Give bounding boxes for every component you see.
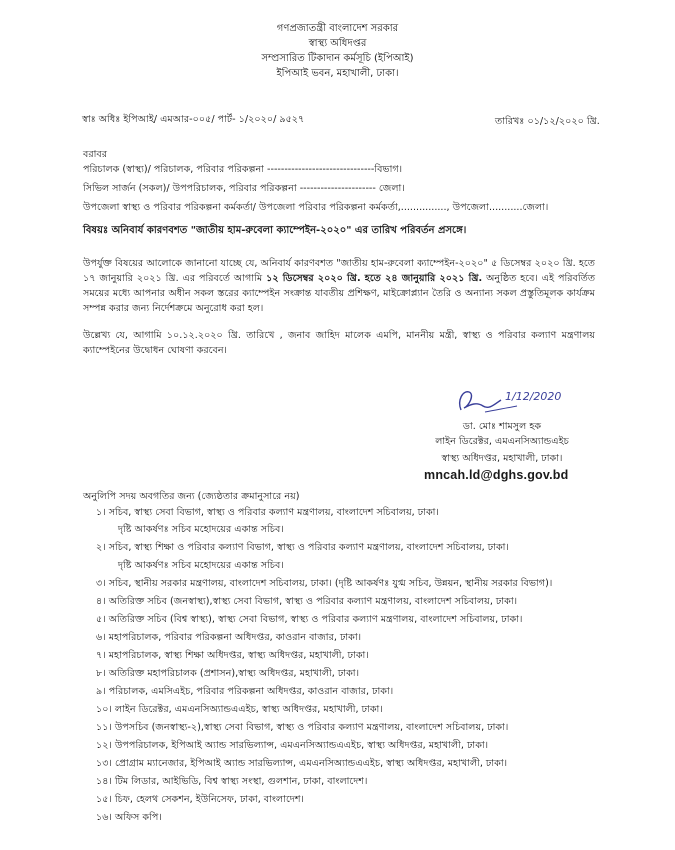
- header-programme: সম্প্রসারিত টিকাদান কর্মসূচি (ইপিআই): [261, 53, 414, 64]
- header-directorate: স্বাস্থ্য অধিদপ্তর: [308, 38, 367, 49]
- cc-item: ১৬। অফিস কপি।: [96, 812, 162, 823]
- memo-reference: স্বাঃ অধিঃ ইপিআই/ এমআর-০০৫/ পার্ট- ১/২০২০/ ৯৫২৭: [82, 114, 305, 125]
- cc-item: ১০। লাইন ডিরেক্টর, এমএনসিঅ্যান্ডএএইচ, স্বাস্থ্য অধিদপ্তর, মহাখালী, ঢাকা।: [96, 704, 383, 715]
- cc-item: ১৪। টিম লিডার, আইভিডি, বিশ্ব স্বাস্থ্য সংস্থা, গুলশান, ঢাকা, বাংলাদেশ।: [96, 776, 368, 787]
- memo-date: তারিখঃ ০১/১২/২০২০ খ্রি.: [495, 116, 600, 127]
- body-p1-end: অনুষ্ঠিত হবে। এই পরিবর্তিত সময়ের মধ্যে আপনার অধীন সকল স্তরের ক্যাম্পেইন সংক্রান্ত যাবতীয় প্রশিক্ষণ, মাইক্রোপ্ল্যান তৈরি ও অন্যান্য সকল প্রস্তুতিমূলক কার্যক্রম সম্পন্ন করার জন্য নির্দেশক্রমে অনুরোধ করা হল।: [83, 273, 596, 314]
- cc-item: ১। সচিব, স্বাস্থ্য সেবা বিভাগ, স্বাস্থ্য ও পরিবার কল্যাণ মন্ত্রণালয়, বাংলাদেশ সচিবালয়, ঢাকা।: [96, 507, 439, 518]
- cc-item: ২। সচিব, স্বাস্থ্য শিক্ষা ও পরিবার কল্যাণ বিভাগ, স্বাস্থ্য ও পরিবার কল্যাণ মন্ত্রণালয়, বাংলাদেশ সচিবালয়, ঢাকা।: [96, 542, 509, 553]
- handwritten-date: 1/12/2020: [505, 390, 562, 403]
- cc-attention: দৃষ্টি আকর্ষণঃ সচিব মহোদয়ের একান্ত সচিব।: [118, 524, 284, 535]
- cc-item: ১৩। প্রোগ্রাম ম্যানেজার, ইপিআই অ্যান্ড সারভিল্যান্স, এমএনসিঅ্যান্ডএএইচ, স্বাস্থ্য অধিদপ্তর, মহাখালী, ঢাকা।: [96, 758, 508, 769]
- cc-item: ৬। মহাপরিচালক, পরিবার পরিকল্পনা অধিদপ্তর, কাওরান বাজার, ঢাকা।: [96, 632, 362, 643]
- cc-item: ৪। অতিরিক্ত সচিব (জনস্বাস্থ্য),স্বাস্থ্য সেবা বিভাগ, স্বাস্থ্য ও পরিবার কল্যাণ মন্ত্রণালয়, বাংলাদেশ সচিবালয়, ঢাকা।: [96, 596, 518, 607]
- cc-item: ৫। অতিরিক্ত সচিব (বিশ্ব স্বাস্থ্য), স্বাস্থ্য সেবা বিভাগ, স্বাস্থ্য ও পরিবার কল্যাণ মন্ত্রণালয়, বাংলাদেশ সচিবালয়, ঢাকা।: [96, 614, 523, 625]
- body-paragraph-2: উল্লেখ্য যে, আগামি ১০.১২.২০২০ খ্রি. তারিখে , জনাব জাহিদ মালেক এমপি, মাননীয় মন্ত্রী, স্বাস্থ্য ও পরিবার কল্যাণ মন্ত্রণালয় ক্যাম্পেইনের উদ্বোধন ঘোষণা করবেন।: [83, 330, 595, 356]
- handwritten-signature: [455, 384, 565, 418]
- cc-item: ১৫। চিফ, হেলথ সেকশন, ইউনিসেফ, ঢাকা, বাংলাদেশ।: [96, 794, 304, 805]
- cc-item: ৭। মহাপরিচালক, স্বাস্থ্য শিক্ষা অধিদপ্তর, স্বাস্থ্য অধিদপ্তর, মহাখালী, ঢাকা।: [96, 650, 369, 661]
- subject-line: বিষয়ঃ অনিবার্য কারণবশত "জাতীয় হাম-রুবেলা ক্যাম্পেইন-২০২০" এর তারিখ পরিবর্তন প্রসঙ্গে।: [83, 225, 467, 236]
- cc-item: ৮। অতিরিক্ত মহাপরিচালক (প্রশাসন),স্বাস্থ্য অধিদপ্তর, মহাখালী, ঢাকা।: [96, 668, 360, 679]
- recipient-line-1: পরিচালক (স্বাস্থ্য)/ পরিচালক, পরিবার পরিকল্পনা -------------------------------বিভাগ।: [83, 164, 403, 175]
- signatory-name: ডা. মোঃ শামসুল হক: [462, 421, 542, 432]
- cc-item: ১২। উপপরিচালক, ইপিআই অ্যান্ড সারভিল্যান্স, এমএনসিঅ্যান্ডএএইচ, স্বাস্থ্য অধিদপ্তর, মহাখালী, ঢাকা।: [96, 740, 489, 751]
- body-paragraph-1: [83, 256, 595, 316]
- cc-item: ১১। উপসচিব (জনস্বাস্থ্য-২),স্বাস্থ্য সেবা বিভাগ, স্বাস্থ্য ও পরিবার কল্যাণ মন্ত্রণালয়, বাংলাদেশ সচিবালয়, ঢাকা।: [96, 722, 509, 733]
- signatory-email: mncah.ld@dghs.gov.bd: [424, 468, 569, 482]
- signatory-office: স্বাস্থ্য অধিদপ্তর, মহাখালী, ঢাকা।: [441, 453, 563, 464]
- header-govt: গণপ্রজাতন্ত্রী বাংলাদেশ সরকার: [276, 23, 399, 34]
- cc-heading: অনুলিপি সদয় অবগতির জন্য (জ্যেষ্ঠতার ক্রমানুসারে নয়): [83, 491, 300, 502]
- recipients-label: বরাবর: [83, 149, 108, 160]
- cc-attention: দৃষ্টি আকর্ষণঃ সচিব মহোদয়ের একান্ত সচিব।: [118, 560, 284, 571]
- recipient-line-2: সিভিল সার্জন (সকল)/ উপপরিচালক, পরিবার পরিকল্পনা ---------------------- জেলা।: [83, 183, 405, 194]
- cc-item: ৩। সচিব, স্থানীয় সরকার মন্ত্রণালয়, বাংলাদেশ সচিবালয়, ঢাকা। (দৃষ্টি আকর্ষণঃ যুগ্ম সচিব, উন্নয়ন, স্থানীয় সরকার বিভাগ)।: [96, 578, 553, 589]
- cc-item: ৯। পরিচালক, এমসিএইচ, পরিবার পরিকল্পনা অধিদপ্তর, কাওরান বাজার, ঢাকা।: [96, 686, 394, 697]
- signatory-title: লাইন ডিরেক্টর, এমএনসিঅ্যান্ডএইচ: [435, 436, 569, 447]
- body-p1-new-dates: ১২ ডিসেম্বর ২০২০ খ্রি. হতে ২৪ জানুয়ারি ২০২১ খ্রি.: [266, 273, 483, 284]
- header-address: ইপিআই ভবন, মহাখালী, ঢাকা।: [276, 68, 399, 79]
- recipient-line-3: উপজেলা স্বাস্থ্য ও পরিবার পরিকল্পনা কর্মকর্তা/ উপজেলা পরিবার পরিকল্পনা কর্মকর্তা,..............., উপজেলা...........জেলা।: [83, 202, 549, 213]
- body-p1-start: উপর্যুক্ত বিষয়ের আলোকে জানানো যাচ্ছে যে, অনিবার্য কারণবশত "জাতীয় হাম-রুবেলা ক্যাম্পেইন-২০২০" ৫ ডিসেম্বর ২০২০ খ্রি. হতে ১৭ জানুয়ারি ২০২১ খ্রি. এর পরিবর্তে আগামি: [83, 258, 595, 284]
